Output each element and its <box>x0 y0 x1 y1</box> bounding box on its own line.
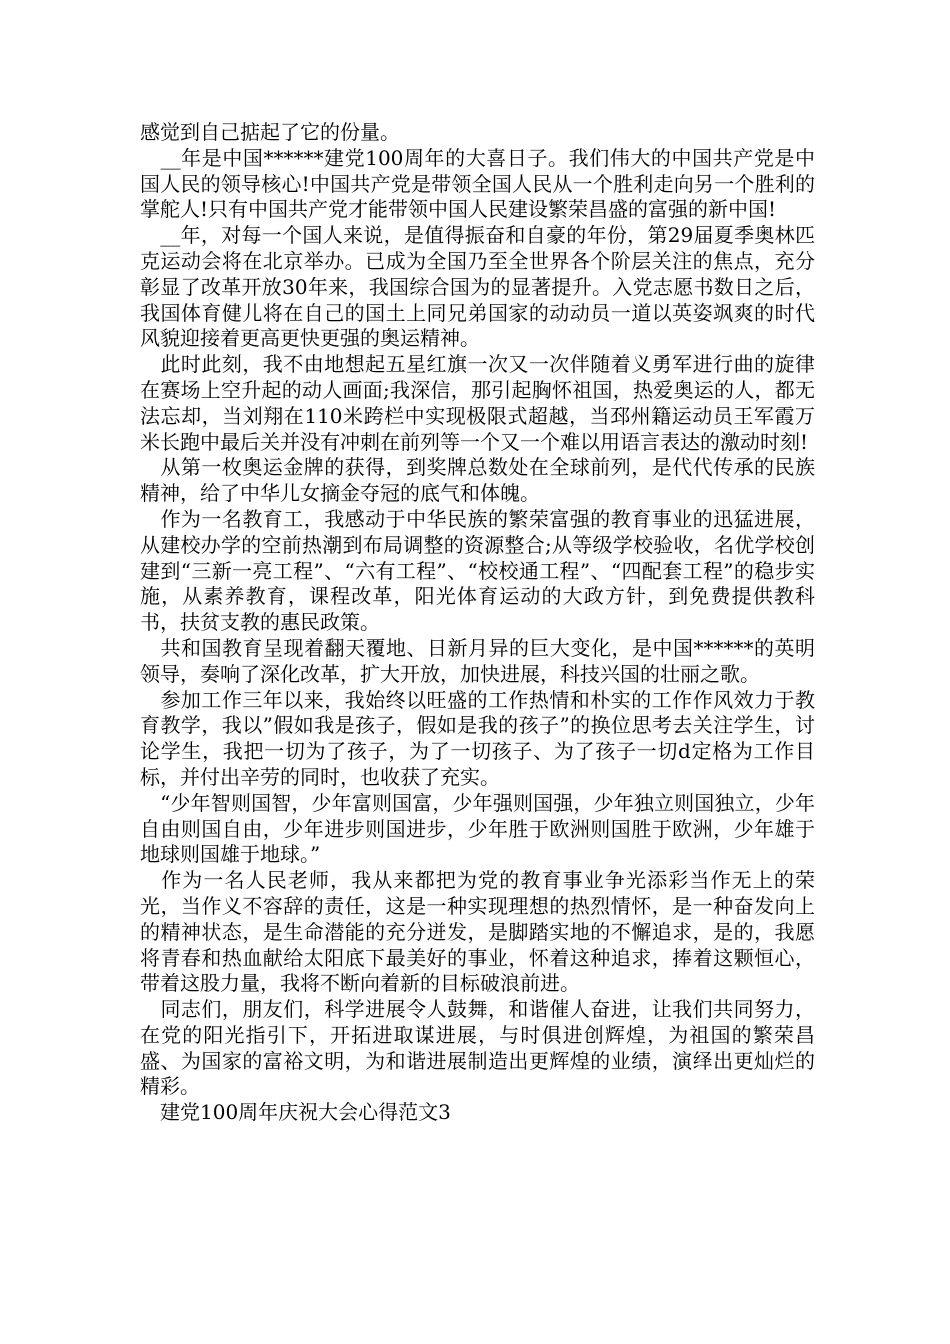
section-heading: 建党100周年庆祝大会心得范文3 <box>140 1100 451 1125</box>
paragraph-9: “少年智则国智，少年富则国富，少年强则国强，少年独立则国独立，少年自由则国自由，少年进步则国进步，少年胜于欧洲则国胜于欧洲，少年雄于地球则国雄于地球。” <box>140 790 815 867</box>
paragraph-3: __年，对每一个国人来说，是值得振奋和自豪的年份，第29届夏季奥林匹克运动会将在北京举办。已成为全国乃至全世界各个阶层关注的焦点，充分彰显了改革开放30年来，我国综合国为的显著提升。入党志愿书数日之后，我国体育健儿将在自己的国土上同兄弟国家的动动员一道以英姿飒爽的时代风貌迎接着更高更快更强的奥运精神。 <box>140 223 815 351</box>
paragraph-7: 共和国教育呈现着翻天覆地、日新月异的巨大变化，是中国******的英明领导，奏响了深化改革，扩大开放，加快进展，科技兴国的壮丽之歌。 <box>140 635 815 686</box>
paragraph-10: 作为一名人民老师，我从来都把为党的教育事业争光添彩当作无上的荣光，当作义不容辞的责任，这是一种实现理想的热烈情怀，是一种奋发向上的精神状态，是生命潜能的充分迸发，是脚踏实地的不懈追求，是的，我愿将青春和热血献给太阳底下最美好的事业，怀着这种追求，捧着这颗恒心，带着这股力量，我将不断向着新的目标破浪前进。 <box>140 868 815 996</box>
paragraph-6: 作为一名教育工，我感动于中华民族的繁荣富强的教育事业的迅猛进展，从建校办学的空前热潮到布局调整的资源整合;从等级学校验收，名优学校创建到“三新一亮工程”、“六有工程”、“校校通工程”、“四配套工程”的稳步实施，从素养教育，课程改革，阳光体育运动的大政方针，到免费提供教科书，扶贫支教的惠民政策。 <box>140 506 815 635</box>
paragraph-4: 此时此刻，我不由地想起五星红旗一次又一次伴随着义勇军进行曲的旋律在赛场上空升起的动人画面;我深信，那引起胸怀祖国，热爱奥运的人，都无法忘却，当刘翔在110米跨栏中实现极限式超越，当邳州籍运动员王军霞万米长跑中最后关并没有冲刺在前列等一个又一个难以用语言表达的激动时刻! <box>140 352 815 454</box>
paragraph-1: 感觉到自己掂起了它的份量。 <box>140 120 400 144</box>
paragraph-2: __年是中国******建党100周年的大喜日子。我们伟大的中国共产党是中国人民的领导核心!中国共产党是带领全国人民从一个胜利走向另一个胜利的掌舵人!只有中国共产党才能带领中国人民建设繁荣昌盛的富强的新中国! <box>140 145 815 222</box>
paragraph-11: 同志们，朋友们，科学进展令人鼓舞，和谐催人奋进，让我们共同努力，在党的阳光指引下，开拓进取谋进展，与时俱进创辉煌，为祖国的繁荣昌盛、为国家的富裕文明，为和谐进展制造出更辉煌的业绩，演绎出更灿烂的精彩。 <box>140 997 815 1099</box>
document-body <box>140 120 815 1126</box>
paragraph-5: 从第一枚奥运金牌的获得，到奖牌总数处在全球前列，是代代传承的民族精神，给了中华儿女摘金夺冠的底气和体魄。 <box>140 455 815 506</box>
paragraph-8: 参加工作三年以来，我始终以旺盛的工作热情和朴实的工作作风效力于教育教学，我以”假如我是孩子，假如是我的孩子”的换位思考去关注学生，讨论学生，我把一切为了孩子，为了一切孩子、为了孩子一切d定格为工作目标，并付出辛劳的同时，也收获了充实。 <box>140 687 815 789</box>
